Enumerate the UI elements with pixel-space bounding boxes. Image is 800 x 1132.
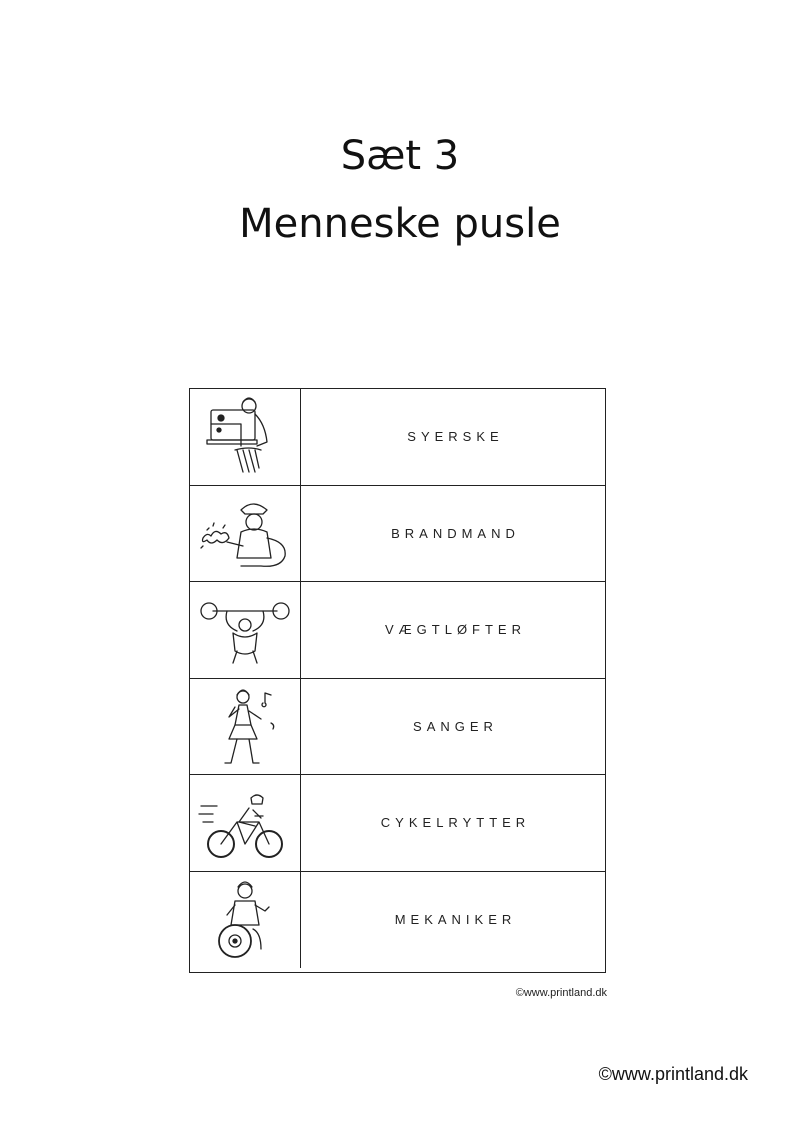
picture-cell [190,775,301,871]
page-title-set: Sæt 3 [340,133,460,179]
weightlifter-barbell-icon [197,587,293,673]
picture-cell [190,582,301,678]
large-credit: ©www.printland.dk [598,1064,748,1084]
table-row [190,872,605,969]
cyclist-bicycle-icon [197,780,293,866]
firefighter-hose-icon [197,490,293,576]
small-credit: ©www.printland.dk [515,987,607,999]
word-cell: MEKANIKER [394,912,517,928]
picture-cell [190,486,301,582]
word-cell: VÆGTLØFTER [384,622,526,638]
singer-microphone-icon [197,683,293,769]
picture-cell [190,679,301,775]
mechanic-wheel-icon [197,877,293,963]
seamstress-sewing-machine-icon [197,394,293,480]
word-cell: CYKELRYTTER [380,815,531,831]
table-row [190,775,605,872]
title-block [0,122,800,258]
table-row [190,486,605,583]
table-row [190,582,605,679]
table-row [190,389,605,486]
word-cell: SYERSKE [407,429,504,445]
picture-cell [190,389,301,485]
puzzle-table [189,388,606,973]
page-title-name: Menneske pusle [239,201,561,247]
word-cell: BRANDMAND [391,525,520,541]
word-cell: SANGER [413,718,498,734]
table-row [190,679,605,776]
picture-cell [190,872,301,969]
